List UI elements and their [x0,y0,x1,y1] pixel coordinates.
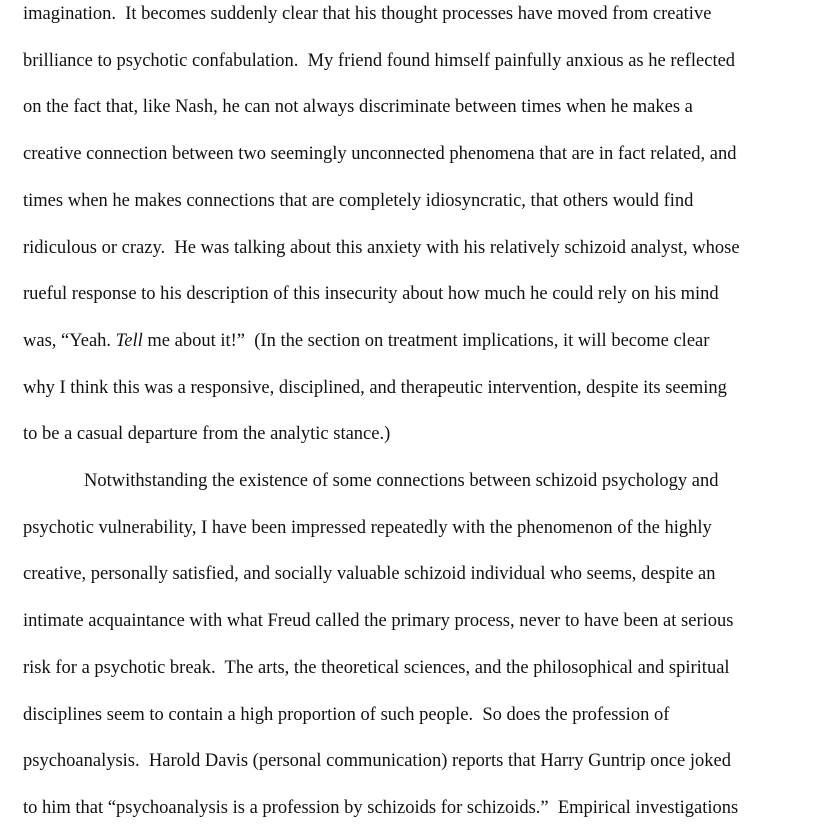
text-run: brilliance to psychotic confabulation. My friend found himself painfully anxious as he reflected [23,50,736,71]
text-run: why I think this was a responsive, disciplined, and therapeutic intervention, despite its seeming [23,377,727,398]
text-run: was, “Yeah. [23,330,116,351]
text-line [23,50,735,72]
text-run: ridiculous or crazy. He was talking about this anxiety with his relatively schizoid analyst, whose [23,237,740,258]
italic-text: Tell [115,330,143,351]
text-line [23,657,730,679]
text-run: psychoanalysis. Harold Davis (personal communication) reports that Harry Guntrip once joked [23,751,731,772]
text-line [23,517,712,539]
text-run: me about it!” (In the section on treatment implications, it will become clear [142,330,710,351]
text-run: to be a casual departure from the analytic stance.) [23,424,391,445]
text-line [23,377,727,399]
text-line [84,470,719,492]
text-line [23,330,709,352]
text-run: creative, personally satisfied, and socially valuable schizoid individual who seems, despite an [23,564,716,585]
text-line [23,190,693,212]
text-run: intimate acquaintance with what Freud called the primary process, never to have been at serious [23,611,734,632]
text-line [23,423,390,445]
text-line [23,3,711,25]
text-run: to him that “psychoanalysis is a profession by schizoids for schizoids.” Empirical investigations [23,797,739,818]
text-run: on the fact that, like Nash, he can not always discriminate between times when he makes a [23,97,693,118]
text-run: times when he makes connections that are completely idiosyncratic, that others would find [23,190,694,211]
text-line [23,143,736,165]
text-run: rueful response to his description of this insecurity about how much he could rely on his mind [23,284,719,305]
text-line [23,563,716,585]
text-run: creative connection between two seemingly unconnected phenomena that are in fact related, and [23,144,737,165]
text-run: imagination. It becomes suddenly clear that his thought processes have moved from creative [23,4,712,24]
text-line [23,283,719,305]
text-run: Notwithstanding the existence of some connections between schizoid psychology and [84,471,719,491]
text-run: psychotic vulnerability, I have been impressed repeatedly with the phenomenon of the highly [23,517,712,538]
text-run: disciplines seem to contain a high proportion of such people. So does the profession of [23,704,670,725]
text-line [23,797,738,819]
text-line [23,750,731,772]
text-line [23,610,733,632]
text-line [23,237,740,259]
text-line [23,96,693,118]
text-run: risk for a psychotic break. The arts, the theoretical sciences, and the philosophical and spiritual [23,657,730,678]
text-line [23,704,669,726]
